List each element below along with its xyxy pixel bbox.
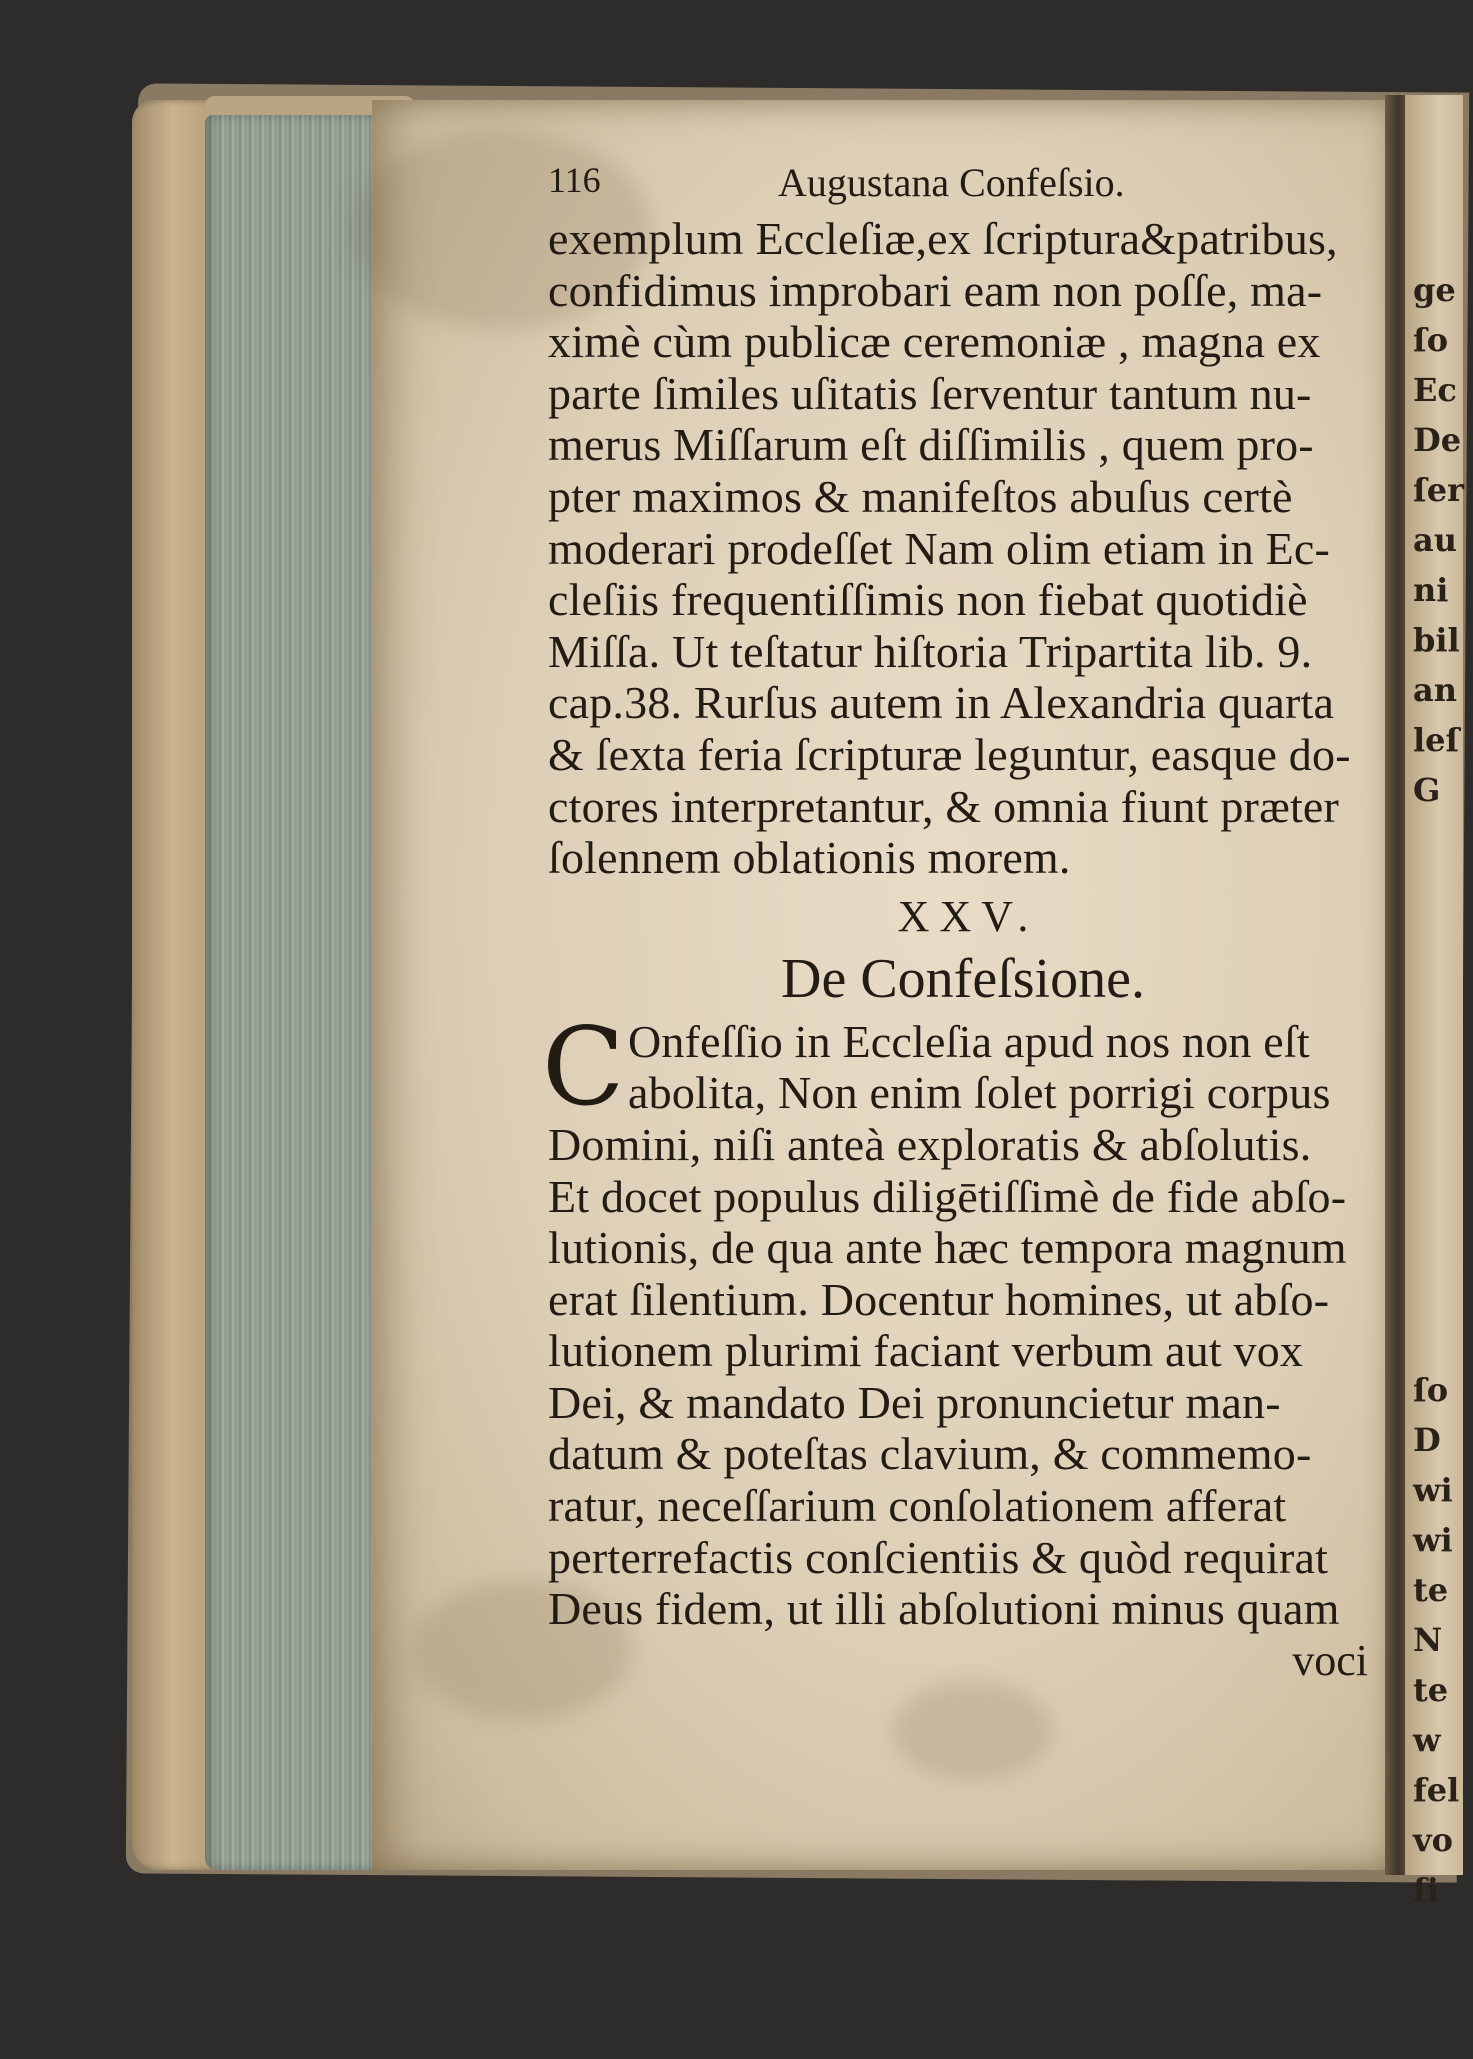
facing-page-fragment: ſo (1413, 321, 1449, 359)
facing-page-fragment (1413, 1315, 1473, 1365)
text-line: & ſexta feria ſcripturæ leguntur, easque do- (548, 728, 1351, 780)
running-head (548, 155, 1378, 213)
facing-page-fragment: fel (1413, 1771, 1460, 1809)
text-line: exemplum Eccleſiæ,ex ſcriptura&patribus, (548, 213, 1338, 264)
facing-page-fragment: ſer (1413, 471, 1464, 509)
facing-page-fragment: G (1413, 771, 1441, 809)
paper-stain (892, 1680, 1052, 1780)
facing-page-fragment (1413, 1165, 1473, 1215)
text-line: cap.38. Rurſus autem in Alexandria quarta (548, 677, 1335, 729)
text-line: confidimus improbari eam non poſſe, ma- (548, 264, 1323, 316)
facing-page-fragment (1413, 915, 1473, 965)
facing-page-fragment: bil (1413, 621, 1460, 659)
article-text (548, 213, 1378, 884)
text-line: abolita, Non enim ſolet porrigi corpus (628, 1067, 1331, 1119)
text-line: moderari prodeſſet Nam olim etiam in Ec- (548, 522, 1331, 574)
facing-page-fragment: De (1413, 421, 1462, 459)
facing-page-fragment: an (1413, 671, 1457, 709)
text-line: ſolennem oblationis morem. (548, 832, 1071, 884)
facing-page-fragment: wi (1413, 1521, 1453, 1559)
page-stack-edges (205, 115, 390, 1870)
facing-page-fragment (1413, 1115, 1473, 1165)
text-line: Deus fidem, ut illi abſolutioni minus quam (548, 1583, 1340, 1635)
text-line: ximè cùm publicæ ceremoniæ , magna ex (548, 316, 1321, 368)
facing-page-fragment: te (1413, 1671, 1449, 1709)
facing-page-fragment: ge (1413, 271, 1456, 309)
facing-page-fragment: N (1413, 1621, 1443, 1659)
page-number: 116 (548, 160, 601, 200)
facing-page-fragment: leſ (1413, 721, 1460, 759)
section-title: De Confeſsione. (781, 947, 1145, 1010)
facing-page (1405, 95, 1464, 1909)
facing-page-fragment (1413, 865, 1473, 915)
catchword: voci (1292, 1635, 1368, 1685)
text-line: Onfeſſio in Eccleſia apud nos non eſt (628, 1015, 1310, 1067)
drop-cap: C (542, 1004, 625, 1130)
facing-page-fragment: ſi (1413, 1871, 1439, 1909)
text-line: Domini, niſi anteà exploratis & abſolutis. (548, 1118, 1312, 1170)
facing-page-text (1413, 265, 1473, 1915)
text-line: datum & poteſtas clavium, & commemo- (548, 1428, 1312, 1480)
text-line: cleſiis frequentiſſimis non fiebat quotidiè (548, 574, 1308, 626)
facing-page-fragment (1413, 965, 1473, 1015)
facing-page-fragment: D (1413, 1421, 1441, 1459)
facing-page-fragment (1413, 1065, 1473, 1115)
running-title: Augustana Confeſsio. (778, 160, 1125, 205)
facing-page-fragment: ſo (1413, 1371, 1449, 1409)
text-line: parte ſimiles uſitatis ſerventur tantum nu- (548, 367, 1312, 419)
facing-page-fragment: w (1413, 1721, 1441, 1759)
text-line: perterrefactis conſcientiis & quòd requirat (548, 1531, 1329, 1583)
page-text (542, 155, 1378, 1693)
facing-page-fragment (1413, 815, 1473, 865)
text-line: erat ſilentium. Docentur homines, ut abſo- (548, 1273, 1330, 1325)
text-line: merus Miſſarum eſt diſſimilis , quem pro- (548, 419, 1314, 471)
text-line: lutionem plurimi faciant verbum aut vox (548, 1325, 1304, 1377)
text-line: Dei, & mandato Dei pronuncietur man- (548, 1376, 1281, 1428)
text-line: ctores interpretantur, & omnia fiunt præter (548, 780, 1340, 832)
facing-page-fragment: wi (1413, 1471, 1453, 1509)
facing-page-fragment: vo (1413, 1821, 1453, 1859)
facing-page-fragment (1413, 1015, 1473, 1065)
facing-page-fragment: au (1413, 521, 1457, 559)
section-number: XXV. (897, 891, 1039, 941)
facing-page-fragment (1413, 1215, 1473, 1265)
text-line: Miſſa. Ut teſtatur hiſtoria Tripartita lib. 9. (548, 625, 1313, 677)
facing-page-fragment (1413, 1265, 1473, 1315)
catchword-row (548, 1635, 1378, 1693)
text-line: pter maximos & manifeſtos abuſus certè (548, 470, 1293, 522)
book-gutter (1385, 95, 1407, 1875)
facing-page-fragment: Ec (1413, 371, 1457, 409)
facing-page-fragment: ni (1413, 571, 1449, 609)
facing-page-fragment: te (1413, 1571, 1449, 1609)
section-paragraph (542, 1004, 1378, 1635)
text-line: ratur, neceſſarium conſolationem afferat (548, 1480, 1287, 1532)
text-line: Et docet populus diligētiſſimè de fide abſo- (548, 1170, 1347, 1222)
text-line: lutionis, de qua ante hæc tempora magnum (548, 1222, 1347, 1274)
